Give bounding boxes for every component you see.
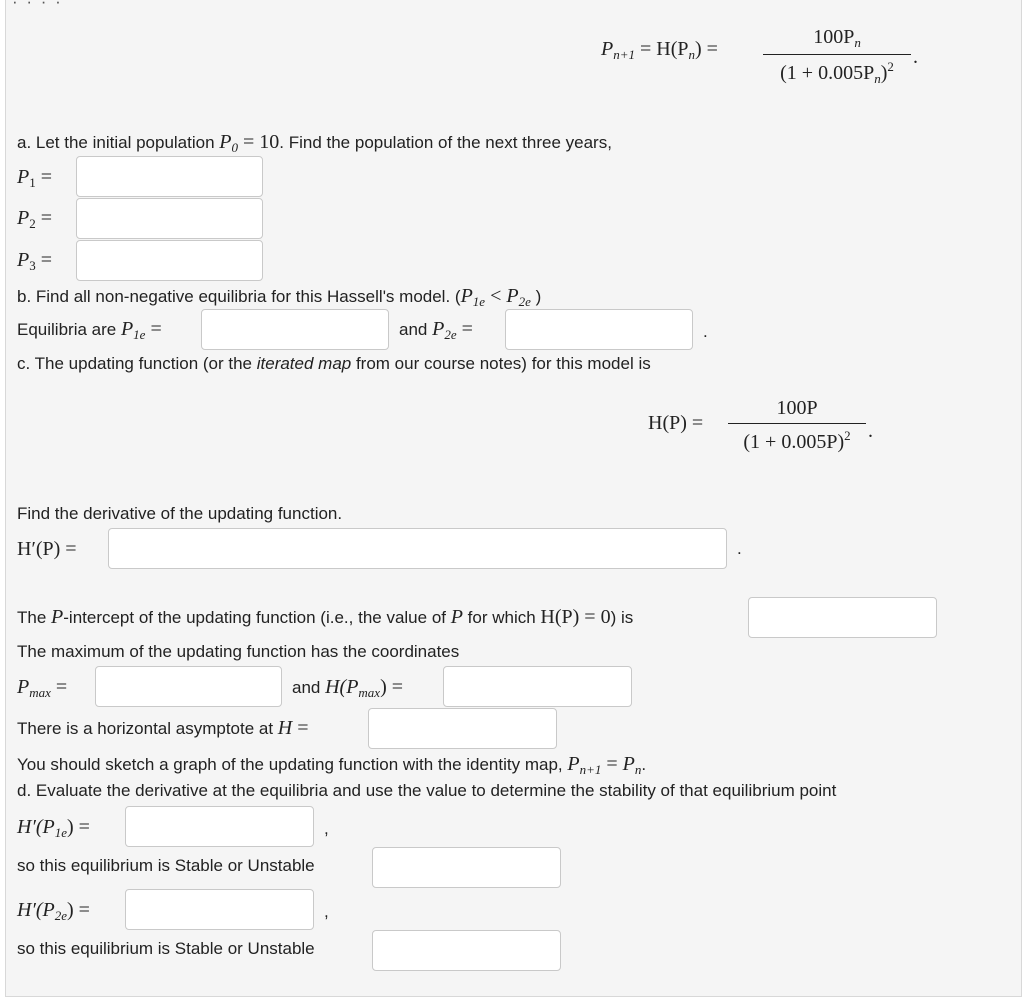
sketch-prompt: You should sketch a graph of the updating function with the identity map, $P_{n+1} = P_n$. [17,753,647,777]
header-fraction: $\frac{100P_n}{(1 + 0.005P_n)^2}$ [763,26,911,87]
updating-function-fraction: $\frac{100P}{(1 + 0.005P)^2}$ [728,397,866,454]
p2-input[interactable] [76,198,263,239]
part-b-period: . [703,322,708,341]
hmax-label: and $H(P_{max})$ = [292,676,404,700]
asymptote-input[interactable] [368,708,557,749]
p3-label: $P_3$ = [17,249,52,273]
part-a-prompt: a. Let the initial population $P_0 = 10$. Find the population of the next three years, [17,131,612,155]
pmax-label: $P_{max}$ = [17,676,68,700]
p2e-input[interactable] [505,309,693,350]
derivative-label: H′(P) = [17,538,77,560]
derivative-p1e-input[interactable] [125,806,314,847]
maximum-prompt: The maximum of the updating function has the coordinates [17,642,460,661]
equilibria-label: Equilibria are $P_{1e}$ = [17,318,162,342]
stability-2-label: so this equilibrium is Stable or Unstable [17,939,315,958]
and-label: and $P_{2e}$ = [399,318,473,342]
p2-label: $P_2$ = [17,207,52,231]
stability-1-input[interactable] [372,847,561,888]
hmax-input[interactable] [443,666,632,707]
header-period: . [913,46,918,68]
derivative-prompt: Find the derivative of the updating function. [17,504,343,523]
derivative-p2e-label: $H'(P_{2e})$ = [17,899,90,923]
p3-input[interactable] [76,240,263,281]
updating-function-period: . [868,420,873,442]
p1e-input[interactable] [201,309,389,350]
derivative-p1e-label: $H'(P_{1e})$ = [17,816,90,840]
asymptote-prompt: There is a horizontal asymptote at H = [17,717,309,739]
pmax-input[interactable] [95,666,282,707]
intercept-input[interactable] [748,597,937,638]
part-d-prompt: d. Evaluate the derivative at the equilibria and use the value to determine the stability of that equilibrium point [17,781,837,800]
part-c-prompt: c. The updating function (or the iterated map from our course notes) for this model is [17,354,651,373]
derivative-p2e-comma: , [324,902,329,921]
cut-off-text [12,0,132,4]
p1-input[interactable] [76,156,263,197]
stability-2-input[interactable] [372,930,561,971]
derivative-period: . [737,539,742,558]
stability-1-label: so this equilibrium is Stable or Unstable [17,856,315,875]
derivative-p2e-input[interactable] [125,889,314,930]
header-equation-lhs: $P_{n+1} = H(P_n)$ = [601,38,718,62]
derivative-p1e-comma: , [324,819,329,838]
p1-label: $P_1$ = [17,166,52,190]
intercept-prompt: The P-intercept of the updating function (i.e., the value of P for which H(P) = 0) is [17,606,634,628]
part-b-prompt: b. Find all non-negative equilibria for this Hassell's model. ($P_{1e} < P_{2e}$ ) [17,285,542,309]
derivative-input[interactable] [108,528,727,569]
updating-function-lhs: H(P) = [648,412,704,434]
